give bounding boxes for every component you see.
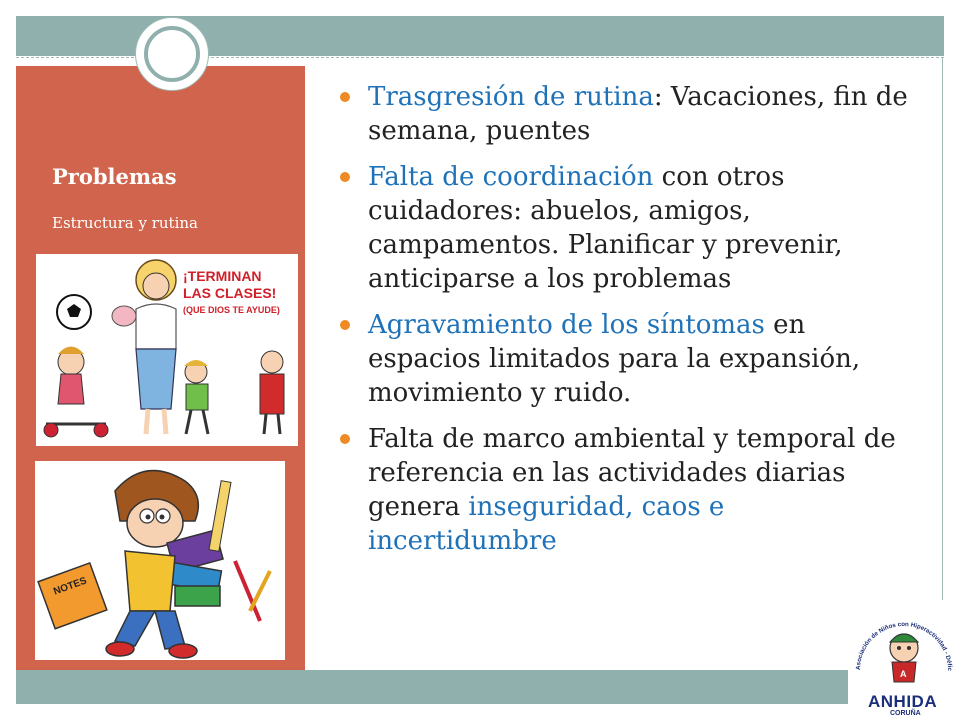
bullet-text: con otros cuidadores: abuelos, amigos, campamentos. Planificar y prevenir, anticiparse a los problemas [368, 162, 843, 294]
decorative-circle-icon [135, 17, 209, 91]
slide-title: Problemas [52, 164, 177, 189]
right-divider [942, 57, 943, 670]
slide-subtitle: Estructura y rutina [52, 214, 198, 232]
bullet-highlight: inseguridad, caos e incertidumbre [368, 492, 725, 556]
bullet-list [340, 80, 920, 570]
cartoon-boy-books-image [35, 461, 285, 660]
bullet-highlight: Falta de coordinación [368, 162, 654, 192]
svg-text:A: A [900, 669, 907, 679]
bullet-highlight: Agravamiento de los síntomas [368, 310, 765, 340]
bottom-band [16, 670, 944, 704]
bullet-dot-icon [340, 320, 350, 330]
bullet-item [340, 308, 920, 410]
logo-ring-text: Asociación de Niños con Hiperactividad - Défic [854, 620, 954, 672]
notebook-label: NOTES [52, 575, 89, 598]
bullet-text: Falta de marco ambiental y temporal de referencia en las actividades diarias genera [368, 424, 896, 522]
bullet-highlight: Trasgresión de rutina [368, 82, 654, 112]
bullet-item [340, 80, 920, 148]
logo-name: ANHIDA [868, 692, 938, 711]
bullet-item [340, 160, 920, 296]
logo-subtitle: CORUÑA [890, 710, 921, 717]
caption-line-3: (QUE DIOS TE AYUDE) [183, 305, 280, 315]
boy-books-illustration [35, 461, 285, 660]
caption-line-1: ¡TERMINAN [183, 268, 262, 284]
cartoon-end-of-classes-image [36, 254, 298, 446]
anhida-logo [848, 600, 960, 720]
cartoon-caption [183, 268, 280, 319]
caption-line-2: LAS CLASES! [183, 285, 277, 301]
bullet-text: : Vacaciones, fin de semana, puentes [368, 82, 908, 146]
bullet-dot-icon [340, 92, 350, 102]
bullet-dot-icon [340, 434, 350, 444]
bullet-text: en espacios limitados para la expansión, movimiento y ruido. [368, 310, 861, 408]
bullet-dot-icon [340, 172, 350, 182]
bullet-item [340, 422, 920, 558]
